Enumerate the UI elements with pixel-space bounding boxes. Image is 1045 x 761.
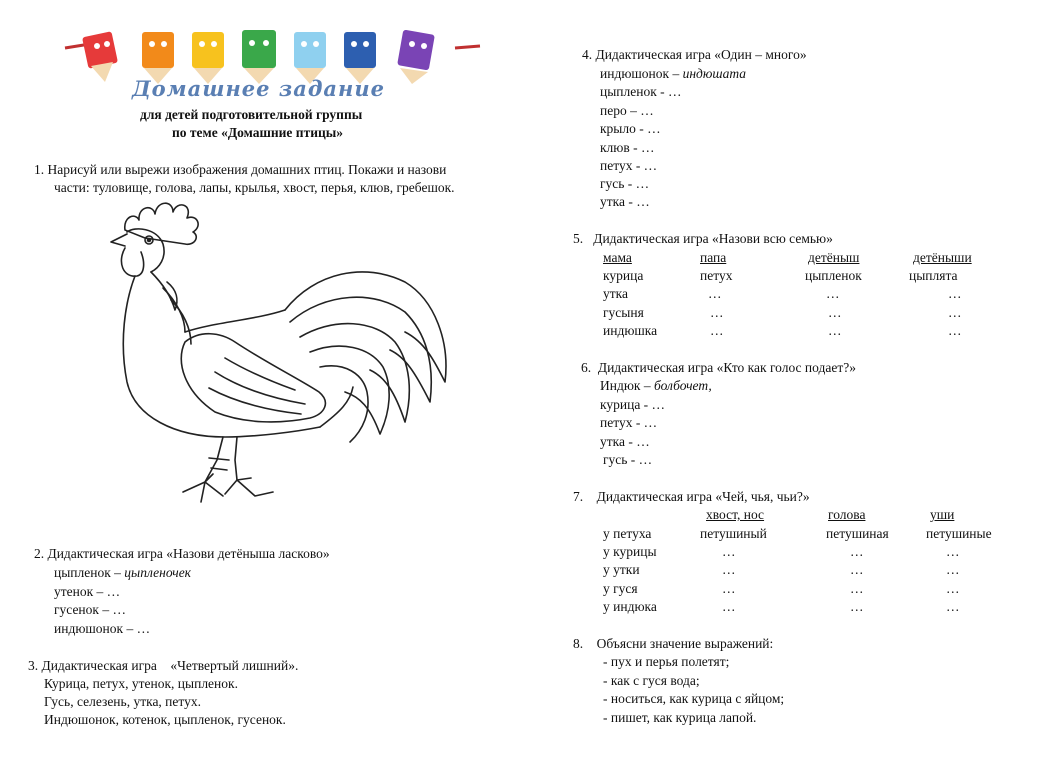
- task6-answer: болбочет,: [654, 378, 712, 393]
- task5-header-papa: папа: [700, 250, 727, 265]
- task6-item: утка - …: [600, 434, 650, 449]
- task7-cell: …: [850, 544, 864, 559]
- task7-cell: у курицы: [603, 544, 657, 559]
- task7-cell: …: [722, 581, 736, 596]
- task5-cell: …: [828, 305, 842, 320]
- task5-cell: …: [948, 323, 962, 338]
- task5-cell: цыпленок: [805, 268, 862, 283]
- task4-item: цыпленок - …: [600, 84, 682, 99]
- task5-cell: …: [948, 286, 962, 301]
- task5-cell: …: [710, 323, 724, 338]
- task2-answer: цыпленочек: [124, 565, 191, 580]
- task6-item: петух - …: [600, 415, 658, 430]
- banner-subtitle-line2: по теме «Домашние птицы»: [172, 125, 344, 140]
- task2-item: индюшонок – …: [54, 621, 151, 636]
- task7-cell: у индюка: [603, 599, 657, 614]
- task6-item: курица - …: [600, 397, 666, 412]
- task4-item: гусь - …: [600, 176, 650, 191]
- task7-cell: …: [946, 544, 960, 559]
- task2-item: гусенок – …: [54, 602, 126, 617]
- task7-cell: …: [850, 581, 864, 596]
- task7-cell: …: [946, 562, 960, 577]
- task7-cell: …: [722, 544, 736, 559]
- task5-header-children: детёныши: [913, 250, 972, 265]
- task2-item: утенок – …: [54, 584, 121, 599]
- task7-header-tail: хвост, нос: [706, 507, 765, 522]
- task7-cell: …: [722, 562, 736, 577]
- task7-cell: у петуха: [603, 526, 652, 541]
- task4-title: 4. Дидактическая игра «Один – много»: [582, 47, 807, 62]
- task4-word: индюшонок –: [600, 66, 680, 81]
- task4-item: клюв - …: [600, 140, 655, 155]
- task8-item: - как с гуся вода;: [603, 673, 700, 688]
- task7-cell: петушиный: [700, 526, 767, 541]
- task2-item: [54, 564, 191, 582]
- task3-line: Курица, петух, утенок, цыпленок.: [44, 676, 238, 691]
- task5-cell: …: [948, 305, 962, 320]
- task4-item: крыло - …: [600, 121, 661, 136]
- task7-header-head: голова: [828, 507, 866, 522]
- task7-cell: …: [850, 562, 864, 577]
- task5-header-child: детёныш: [808, 250, 860, 265]
- task7-cell: у утки: [603, 562, 640, 577]
- task8-title: 8. Объясни значение выражений:: [573, 636, 774, 651]
- task6-word: Индюк –: [600, 378, 651, 393]
- banner-subtitle-line1: для детей подготовительной группы: [140, 107, 363, 122]
- task5-cell: индюшка: [603, 323, 658, 338]
- pencil-purple-icon: [397, 29, 435, 84]
- task2-word: цыпленок –: [54, 565, 121, 580]
- task8-item: - пух и перья полетят;: [603, 654, 730, 669]
- task7-cell: петушиная: [826, 526, 889, 541]
- task7-cell: …: [722, 599, 736, 614]
- task5-title: 5. Дидактическая игра «Назови всю семью»: [573, 231, 833, 246]
- task7-header-ears: уши: [930, 507, 955, 522]
- task5-header-mama: мама: [603, 250, 632, 265]
- task4-item: перо – …: [600, 103, 654, 118]
- task5-cell: …: [710, 305, 724, 320]
- task3-line: Индюшонок, котенок, цыпленок, гусенок.: [44, 712, 286, 727]
- task7-cell: …: [946, 599, 960, 614]
- task4-item: утка - …: [600, 194, 650, 209]
- task3-line: Гусь, селезень, утка, петух.: [44, 694, 201, 709]
- task2-title: 2. Дидактическая игра «Назови детёныша ласково»: [34, 546, 330, 561]
- task1-line2: части: туловище, голова, лапы, крылья, хвост, перья, клюв, гребешок.: [54, 180, 455, 195]
- task4-item: [600, 65, 746, 83]
- task5-cell: курица: [603, 268, 644, 283]
- rooster-illustration: [105, 192, 470, 532]
- task8-item: - пишет, как курица лапой.: [603, 710, 757, 725]
- task1-line1: 1. Нарисуй или вырежи изображения домашних птиц. Покажи и назови: [34, 162, 447, 177]
- pencil-red-icon: [82, 31, 118, 82]
- task6-title: 6. Дидактическая игра «Кто как голос подает?»: [581, 360, 857, 375]
- task7-cell: у гуся: [603, 581, 638, 596]
- task7-cell: петушиные: [926, 526, 992, 541]
- task7-title: 7. Дидактическая игра «Чей, чья, чьи?»: [573, 489, 810, 504]
- task6-item: [600, 377, 712, 395]
- task5-cell: утка: [603, 286, 628, 301]
- task4-item: петух - …: [600, 158, 658, 173]
- task7-cell: …: [946, 581, 960, 596]
- task6-item: гусь - …: [603, 452, 653, 467]
- banner-title: Домашнее задание: [132, 76, 385, 101]
- task5-cell: цыплята: [909, 268, 958, 283]
- task7-cell: …: [850, 599, 864, 614]
- task8-item: - носиться, как курица с яйцом;: [603, 691, 785, 706]
- task5-cell: …: [826, 286, 840, 301]
- task5-cell: петух: [700, 268, 733, 283]
- task5-cell: …: [708, 286, 722, 301]
- task4-answer: индюшата: [682, 66, 746, 81]
- task3-title: 3. Дидактическая игра «Четвертый лишний».: [28, 658, 299, 673]
- task5-cell: …: [828, 323, 842, 338]
- task5-cell: гусыня: [603, 305, 644, 320]
